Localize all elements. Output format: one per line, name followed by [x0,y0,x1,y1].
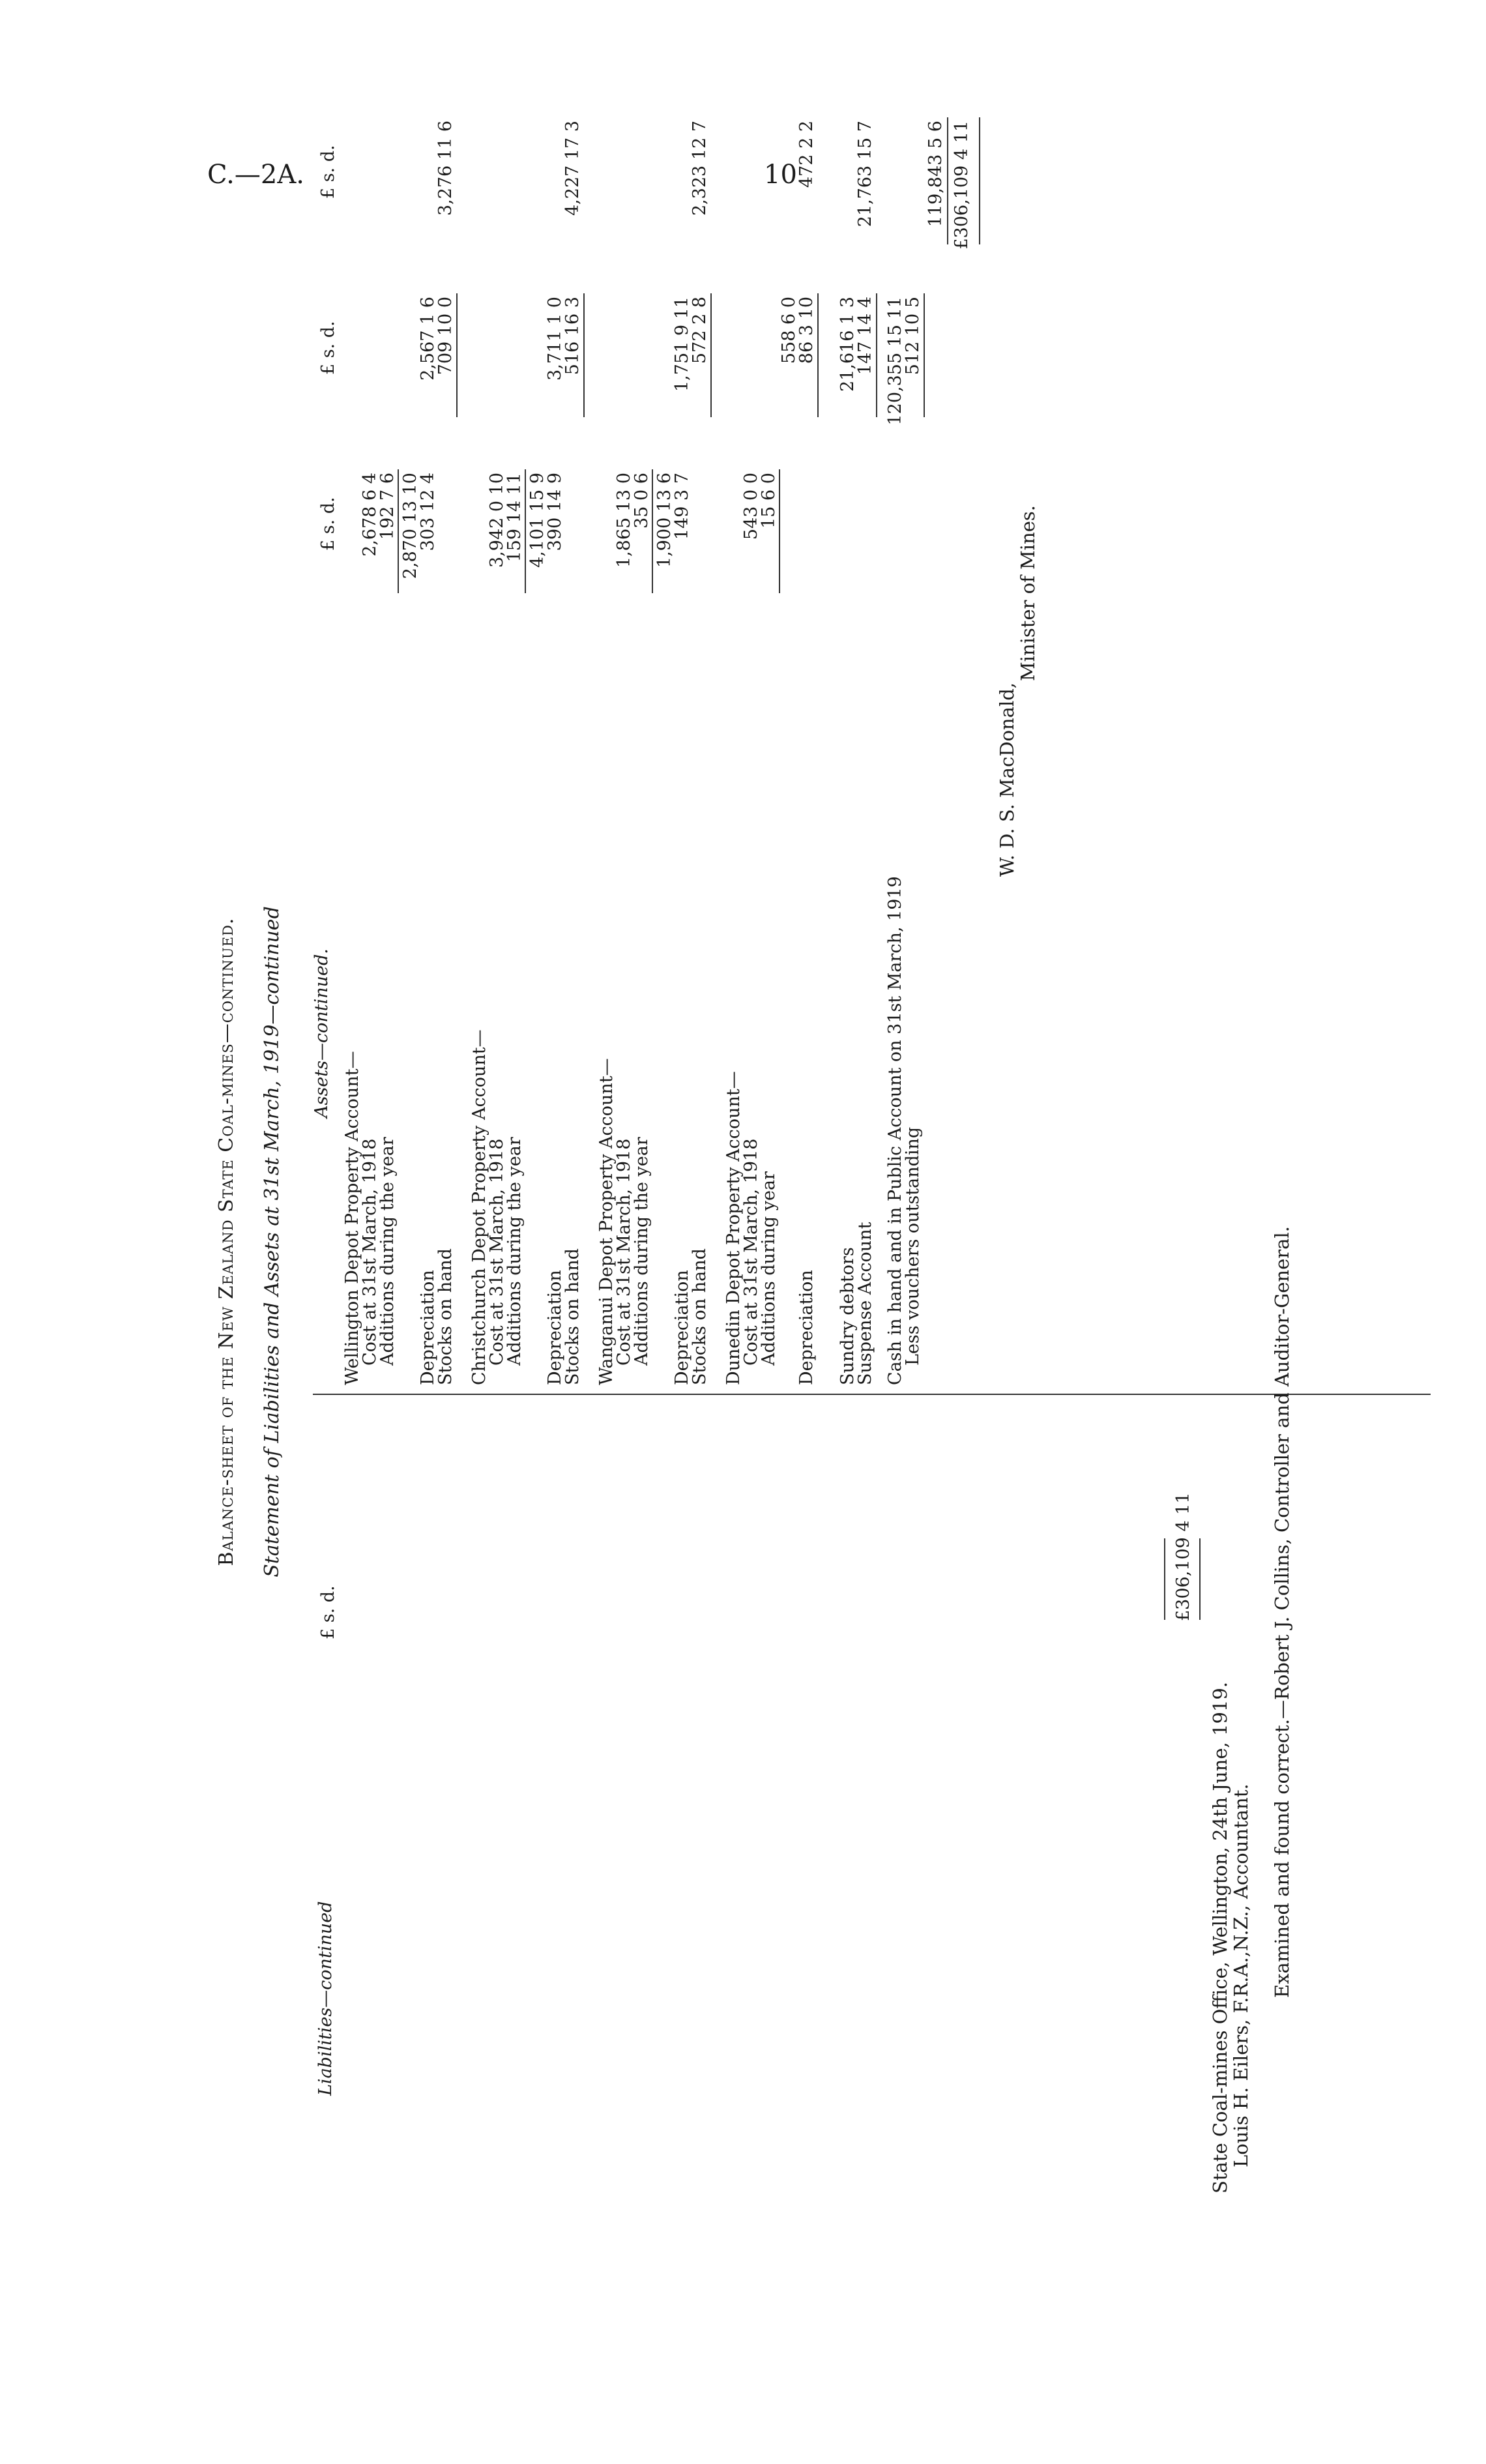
assets-unit-header-c1: £ s. d. [318,497,338,551]
wellington-total: 3,276 11 6 [435,121,456,216]
suspense-account-label: Suspense Account [855,1222,875,1385]
wellington-cost-label: Cost at 31st March, 1918 [360,1138,380,1366]
dunedin-depreciation-value: 86 3 10 [796,297,817,364]
wellington-net-value: 2,567 1 6 [418,297,438,381]
christchurch-stocks-value: 516 16 3 [562,297,583,375]
cash-value: 120,355 15 11 [885,297,905,426]
dunedin-additions-label: Additions during year [759,1171,779,1366]
christchurch-total: 4,227 17 3 [562,121,583,216]
suspense-total-rule [876,293,877,417]
liabilities-unit-header: £ s. d. [318,1585,338,1639]
wellington-additions-value: 192 7 6 [377,473,398,540]
grand-total-rule [947,117,948,244]
wellington-total-rule [456,293,458,417]
wanganui-subtotal-rule [652,469,653,593]
wanganui-title: Wanganui Depot Property Account— [596,1058,617,1385]
christchurch-cost-value: 3,942 0 10 [487,473,507,568]
grand-total-rule-lower [979,117,980,244]
dunedin-title: Dunedin Depot Property Account— [723,1071,744,1385]
dunedin-subtotal: 558 6 0 [779,297,799,364]
wanganui-depreciation-label: Depreciation [672,1270,692,1385]
wanganui-stocks-label: Stocks on hand [690,1248,710,1385]
wanganui-subtotal: 1,900 13 6 [654,473,675,568]
dunedin-cost-label: Cost at 31st March, 1918 [741,1138,761,1366]
rotated-page [176,68,1486,2193]
dunedin-subtotal-rule [779,469,780,593]
christchurch-cost-label: Cost at 31st March, 1918 [487,1138,507,1366]
christchurch-net-value: 3,711 1 0 [545,297,565,381]
page-number: 10 [764,160,797,190]
assets-heading: Assets—continued. [312,948,332,1118]
sundry-debtors-value: 21,616 1 3 [838,297,858,392]
wellington-additions-label: Additions during the year [377,1137,398,1366]
dunedin-total: 472 2 2 [796,121,817,188]
christchurch-additions-value: 159 14 11 [504,473,525,563]
liabilities-total-rule-lower [1199,1538,1201,1620]
liabilities-heading: Liabilities—continued [315,1901,336,2096]
wellington-subtotal-rule [398,469,399,593]
suspense-total: 21,763 15 7 [855,121,875,227]
dunedin-additions-value: 15 6 0 [759,473,779,529]
office-line: State Coal-mines Office, Wellington, 24th June, 1919. [1209,1681,1231,2193]
vouchers-total: 119,843 5 6 [925,121,946,227]
page-code: C.—2A. [207,160,304,190]
christchurch-total-rule [583,293,585,417]
assets-unit-header-c2: £ s. d. [318,321,338,375]
wanganui-net-value: 1,751 9 11 [672,297,692,392]
christchurch-subtotal: 4,101 15 9 [527,473,547,568]
column-separator [313,1394,1431,1395]
wellington-subtotal: 2,870 13 10 [400,473,420,579]
christchurch-depreciation-value: 390 14 9 [545,473,565,551]
christchurch-stocks-label: Stocks on hand [562,1248,583,1385]
vouchers-total-rule [924,293,925,417]
wanganui-stocks-value: 572 2 8 [690,297,710,364]
wanganui-additions-label: Additions during the year [632,1137,652,1366]
wellington-title: Wellington Depot Property Account— [342,1051,362,1385]
vouchers-label: Less vouchers outstanding [903,1126,923,1366]
wanganui-total: 2,323 12 7 [690,121,710,216]
dunedin-cost-value: 543 0 0 [741,473,761,540]
wellington-stocks-label: Stocks on hand [435,1248,456,1385]
liabilities-total: £306,109 4 11 [1173,1492,1193,1621]
dunedin-total-rule [817,293,819,417]
sundry-debtors-label: Sundry debtors [838,1247,858,1385]
assets-unit-header-c3: £ s. d. [318,145,338,199]
signatory-title: Minister of Mines. [1017,505,1039,681]
accountant-line: Louis H. Eilers, F.R.A.,N.Z., Accountant. [1230,1783,1252,2167]
christchurch-subtotal-rule [525,469,526,593]
auditor-line: Examined and found correct.—Robert J. Collins, Controller and Auditor-General. [1271,1226,1293,1998]
wanganui-depreciation-value: 149 3 7 [672,473,692,540]
vouchers-value: 512 10 5 [903,297,923,375]
christchurch-depreciation-label: Depreciation [545,1270,565,1385]
dunedin-depreciation-label: Depreciation [796,1270,817,1385]
christchurch-title: Christchurch Depot Property Account— [469,1029,489,1385]
liabilities-total-rule [1164,1538,1165,1620]
document-title: Balance-sheet of the New Zealand State Coal-mines—continued. [215,917,238,1566]
wellington-cost-value: 2,678 6 4 [360,473,380,557]
wanganui-additions-value: 35 0 6 [632,473,652,529]
wellington-depreciation-value: 303 12 4 [418,473,438,551]
suspense-account-value: 147 14 4 [855,297,875,375]
christchurch-additions-label: Additions during the year [504,1137,525,1366]
wanganui-cost-label: Cost at 31st March, 1918 [614,1138,634,1366]
document-subtitle: Statement of Liabilities and Assets at 31st March, 1919—continued [261,906,284,1577]
wanganui-total-rule [710,293,712,417]
assets-grand-total: £306,109 4 11 [952,121,972,250]
wellington-depreciation-label: Depreciation [418,1270,438,1385]
cash-label: Cash in hand and in Public Account on 31st March, 1919 [885,876,905,1385]
wellington-stocks-value: 709 10 0 [435,297,456,375]
wanganui-cost-value: 1,865 13 0 [614,473,634,568]
signatory-name: W. D. S. MacDonald, [996,682,1018,877]
